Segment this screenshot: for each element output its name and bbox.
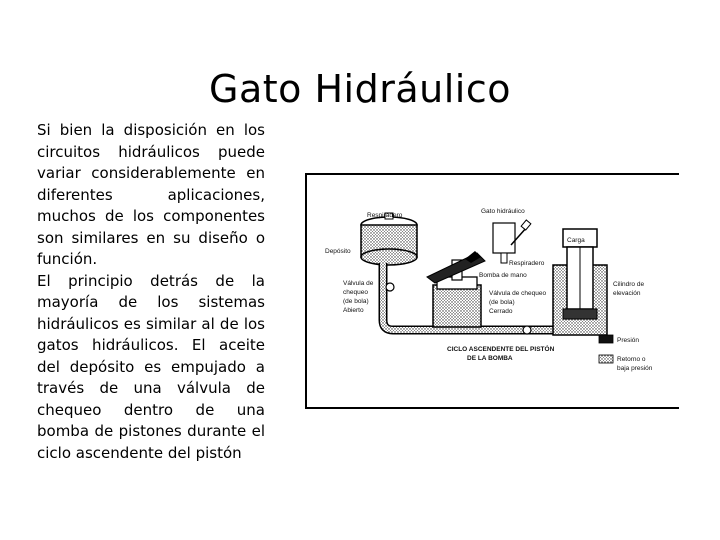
label-gato: Gato hidráulico: [481, 208, 525, 215]
hand-pump: [427, 251, 485, 327]
legend-label-retorno-1: Retorno o: [617, 356, 646, 363]
label-valvula-mid-3: Cerrado: [489, 308, 513, 315]
label-bomba-de-mano: Bomba de mano: [479, 272, 527, 279]
jack-icon: [493, 220, 531, 263]
paragraph-2: El principio detrás de la mayoría de los sistemas hidráulicos es similar al de los gatos hidráulicos. El aceite del depósito es empujado a través de una válvula de chequeo dentro de una bomba de pistones durante el ciclo ascendente del pistón: [37, 271, 265, 462]
label-valvula-left-2: chequeo: [343, 289, 368, 296]
label-valvula-mid-2: (de bola): [489, 299, 515, 306]
label-carga: Carga: [567, 237, 585, 244]
label-respiradero: Respiradero: [509, 260, 545, 267]
label-deposito: Depósito: [325, 248, 351, 255]
label-valvula-left-4: Abierto: [343, 307, 364, 314]
slide-title: Gato Hidráulico: [209, 67, 511, 112]
check-valve-left: [386, 283, 394, 291]
hydraulic-jack-diagram: [305, 173, 679, 409]
label-respiradero-top: Respiradero: [367, 212, 403, 219]
caption-line-1: CICLO ASCENDENTE DEL PISTÓN: [447, 346, 555, 353]
caption-line-2: DE LA BOMBA: [467, 355, 513, 362]
legend-swatch-presion: [599, 335, 613, 343]
check-valve-mid: [523, 326, 531, 334]
lift-cylinder: [553, 229, 607, 335]
label-cilindro-1: Cilindro de: [613, 281, 645, 288]
paragraph-1: Si bien la disposición en los circuitos hidráulicos puede variar considerablemente en diferentes aplicaciones, muchos de los componentes son similares en su diseño o función.: [37, 121, 265, 268]
legend-label-presion: Presión: [617, 337, 640, 344]
body-text: [37, 120, 265, 464]
label-cilindro-2: elevación: [613, 290, 641, 297]
reservoir: [361, 213, 417, 265]
label-valvula-left-3: (de bola): [343, 298, 369, 305]
diagram-svg: [307, 175, 679, 407]
label-valvula-left-1: Válvula de: [343, 280, 374, 287]
label-valvula-mid-1: Válvula de chequeo: [489, 290, 547, 297]
legend-label-retorno-2: baja presión: [617, 365, 653, 372]
legend: [599, 335, 653, 372]
legend-swatch-retorno: [599, 355, 613, 363]
